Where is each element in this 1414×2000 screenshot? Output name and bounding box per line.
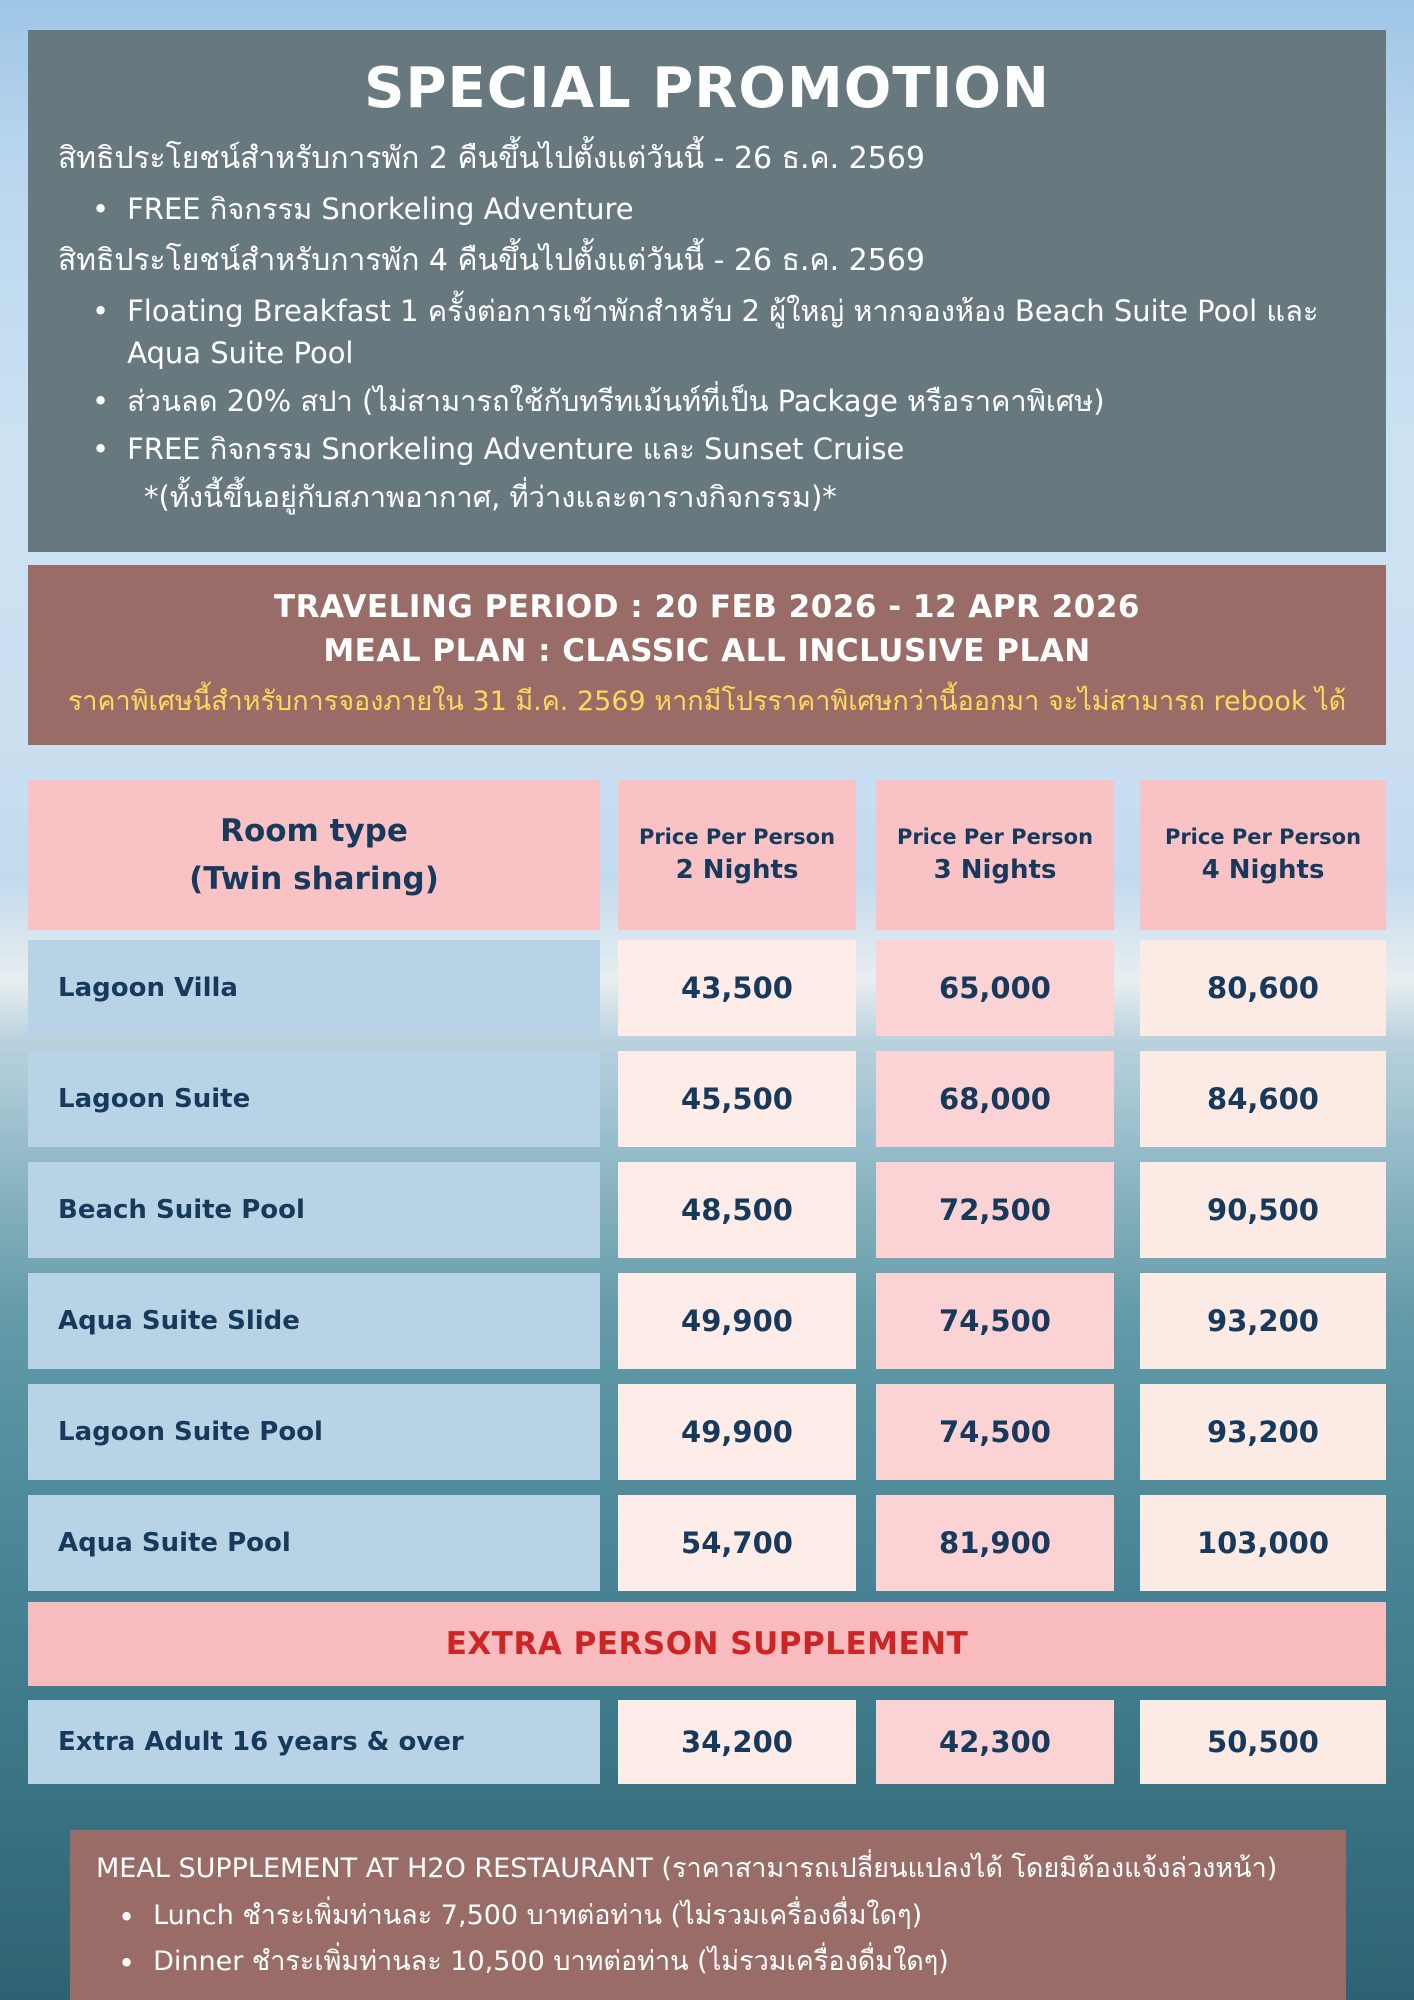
room-type-cell: Extra Adult 16 years & over xyxy=(28,1700,600,1784)
room-type-header-line2: (Twin sharing) xyxy=(189,861,439,897)
price-cell-4-nights: 84,600 xyxy=(1140,1051,1386,1147)
bullet-dot-icon: • xyxy=(92,191,110,226)
price-cell-3-nights: 74,500 xyxy=(876,1273,1114,1369)
price-cell-4-nights: 90,500 xyxy=(1140,1162,1386,1258)
nights-label: 4 Nights xyxy=(1201,855,1325,885)
special-promotion-section xyxy=(28,30,1386,552)
room-type-cell: Lagoon Suite Pool xyxy=(28,1384,600,1480)
price-cell-3-nights: 74,500 xyxy=(876,1384,1114,1480)
room-type-cell: Lagoon Suite xyxy=(28,1051,600,1147)
lunch-supplement-text: Lunch ชำระเพิ่มท่านละ 7,500 บาทต่อท่าน (ไม่รวมเครื่องดื่มใดๆ) xyxy=(153,1899,923,1931)
offer-4nights-item xyxy=(92,290,1356,374)
weather-disclaimer: *(ทั้งนี้ขึ้นอยู่กับสภาพอากาศ, ที่ว่างและตารางกิจกรรม)* xyxy=(144,479,837,514)
price-per-person-label: Price Per Person xyxy=(896,825,1094,849)
price-table-header xyxy=(28,780,1386,930)
dinner-supplement-item xyxy=(118,1942,1320,1984)
price-per-person-label: Price Per Person xyxy=(638,825,836,849)
room-type-header xyxy=(28,780,600,930)
price-cell-2-nights: 54,700 xyxy=(618,1495,856,1591)
booking-deadline-note: ราคาพิเศษนี้สำหรับการจองภายใน 31 มี.ค. 2569 หากมีโปรราคาพิเศษกว่านี้ออกมา จะไม่สามารถ rebook ได้ xyxy=(67,686,1347,717)
offer-4nights-item-text: FREE กิจกรรม Snorkeling Adventure และ Sunset Cruise xyxy=(127,431,905,466)
bullet-dot-icon: • xyxy=(92,293,110,328)
bullet-dot-icon: • xyxy=(92,431,110,466)
bullet-dot-icon: • xyxy=(92,383,110,418)
price-header-4-nights xyxy=(1140,780,1386,930)
bullet-dot-icon: • xyxy=(118,1899,136,1934)
price-header-3-nights xyxy=(876,780,1114,930)
room-type-cell: Lagoon Villa xyxy=(28,940,600,1036)
nights-label: 3 Nights xyxy=(933,855,1057,885)
meal-plan-text: MEAL PLAN : CLASSIC ALL INCLUSIVE PLAN xyxy=(323,633,1091,669)
extra-person-supplement-banner: EXTRA PERSON SUPPLEMENT xyxy=(28,1602,1386,1686)
price-cell-2-nights: 49,900 xyxy=(618,1384,856,1480)
room-type-cell: Aqua Suite Slide xyxy=(28,1273,600,1369)
price-cell-3-nights: 68,000 xyxy=(876,1051,1114,1147)
price-cell-3-nights: 72,500 xyxy=(876,1162,1114,1258)
offer-2nights-item xyxy=(92,188,1356,230)
price-per-person-label: Price Per Person xyxy=(1164,825,1362,849)
price-cell-4-nights: 80,600 xyxy=(1140,940,1386,1036)
price-cell-3-nights: 65,000 xyxy=(876,940,1114,1036)
nights-label: 2 Nights xyxy=(675,855,799,885)
price-cell-2-nights: 34,200 xyxy=(618,1700,856,1784)
room-type-cell: Beach Suite Pool xyxy=(28,1162,600,1258)
offer-4nights-item xyxy=(92,428,1356,470)
price-cell-3-nights: 81,900 xyxy=(876,1495,1114,1591)
price-cell-4-nights: 93,200 xyxy=(1140,1384,1386,1480)
page-title: SPECIAL PROMOTION xyxy=(364,56,1050,121)
meal-supplement-heading: MEAL SUPPLEMENT AT H2O RESTAURANT (ราคาสามารถเปลี่ยนแปลงได้ โดยมิต้องแจ้งล่วงหน้า) xyxy=(96,1853,1278,1884)
offer-4nights-item-text: ส่วนลด 20% สปา (ไม่สามารถใช้กับทรีทเม้นท์ที่เป็น Package หรือราคาพิเศษ) xyxy=(127,383,1105,418)
price-header-2-nights xyxy=(618,780,856,930)
table-row-beach-suite-pool xyxy=(28,1162,1386,1258)
lunch-supplement-item xyxy=(118,1896,1320,1938)
table-row-lagoon-villa xyxy=(28,940,1386,1036)
offer-2nights-item-text: FREE กิจกรรม Snorkeling Adventure xyxy=(127,191,634,226)
offer-4nights-item-text: Floating Breakfast 1 ครั้งต่อการเข้าพักสำหรับ 2 ผู้ใหญ่ หากจองห้อง Beach Suite Pool และ Aqua Suite Pool xyxy=(127,293,1319,370)
meal-supplement-section xyxy=(70,1830,1346,2000)
offer-4nights-heading: สิทธิประโยชน์สำหรับการพัก 4 คืนขึ้นไปตั้งแต่วันนี้ - 26 ธ.ค. 2569 xyxy=(58,242,926,278)
offer-2nights-heading: สิทธิประโยชน์สำหรับการพัก 2 คืนขึ้นไปตั้งแต่วันนี้ - 26 ธ.ค. 2569 xyxy=(58,140,926,176)
table-row-aqua-suite-pool xyxy=(28,1495,1386,1591)
price-cell-4-nights: 93,200 xyxy=(1140,1273,1386,1369)
dinner-supplement-text: Dinner ชำระเพิ่มท่านละ 10,500 บาทต่อท่าน (ไม่รวมเครื่องดื่มใดๆ) xyxy=(153,1945,949,1977)
traveling-period-text: TRAVELING PERIOD : 20 FEB 2026 - 12 APR 2026 xyxy=(274,589,1140,625)
price-cell-2-nights: 43,500 xyxy=(618,940,856,1036)
bullet-dot-icon: • xyxy=(118,1945,136,1980)
price-cell-3-nights: 42,300 xyxy=(876,1700,1114,1784)
table-row-extra-adult xyxy=(28,1700,1386,1784)
room-type-cell: Aqua Suite Pool xyxy=(28,1495,600,1591)
price-cell-2-nights: 49,900 xyxy=(618,1273,856,1369)
price-cell-4-nights: 50,500 xyxy=(1140,1700,1386,1784)
table-row-aqua-suite-slide xyxy=(28,1273,1386,1369)
table-row-lagoon-suite-pool xyxy=(28,1384,1386,1480)
room-type-header-line1: Room type xyxy=(220,812,408,849)
table-row-lagoon-suite xyxy=(28,1051,1386,1147)
offer-4nights-item xyxy=(92,380,1356,422)
price-cell-2-nights: 48,500 xyxy=(618,1162,856,1258)
price-cell-4-nights: 103,000 xyxy=(1140,1495,1386,1591)
price-cell-2-nights: 45,500 xyxy=(618,1051,856,1147)
traveling-period-banner xyxy=(28,565,1386,745)
